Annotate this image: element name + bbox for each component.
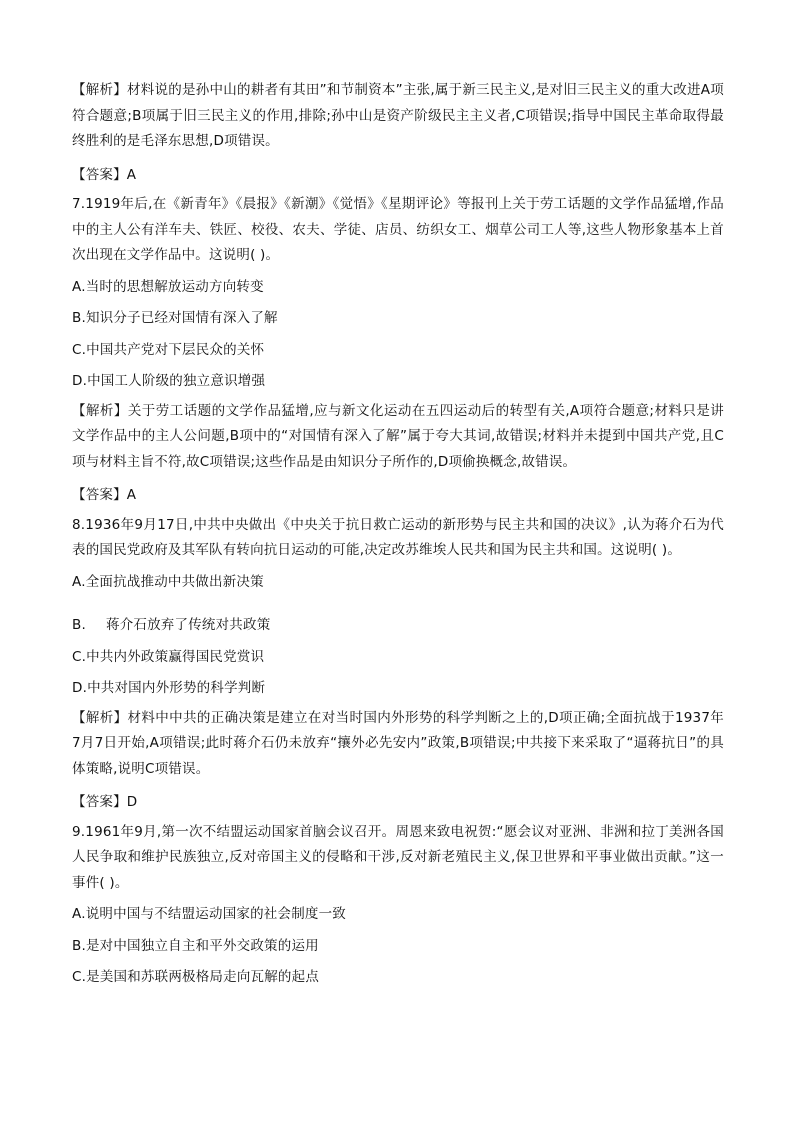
- q8-stem: 8.1936年9月17日,中共中央做出《中央关于抗日救亡运动的新形势与民主共和国的决议》,认为蒋介石为代表的国民党政府及其军队有转向抗日运动的可能,决定改苏维埃人民共和国为民主共和国。这说明( )。: [72, 516, 724, 558]
- q8-option-c: C.中共内外政策赢得国民党赏识: [72, 648, 265, 665]
- q9-option-a: A.说明中国与不结盟运动国家的社会制度一致: [72, 906, 346, 922]
- q7-option-d: D.中国工人阶级的独立意识增强: [72, 373, 266, 389]
- q6-analysis: 【解析】材料说的是孙中山的耕者有其田”和节制资本”主张,属于新三民主义,是对旧三民主义的重大改进A项符合题意;B项属于旧三民主义的作用,排除;孙中山是资产阶级民主主义者,C项错误;指导中国民主革命取得最终胜利的是毛泽东思想,D项错误。: [72, 82, 724, 149]
- q8-analysis: 【解析】材料中中共的正确决策是建立在对当时国内外形势的科学判断之上的,D项正确;全面抗战于1937年7月7日开始,A项错误;此时蒋介石仍未放弃“攘外必先安内”政策,B项错误;中共接下来采取了“逼蒋抗日”的具体策略,说明C项错误。: [72, 709, 724, 777]
- q9-option-b: B.是对中国独立自主和平外交政策的运用: [72, 937, 319, 954]
- q7-option-b: B.知识分子已经对国情有深入了解: [72, 310, 278, 326]
- q8-option-b-letter: B.: [72, 617, 86, 633]
- q8-option-b: [72, 613, 724, 639]
- q8-option-b-text: 蒋介石放弃了传统对共政策: [106, 617, 271, 633]
- q8-option-a: A.全面抗战推动中共做出新决策: [72, 573, 264, 590]
- q8-option-d: D.中共对国内外形势的科学判断: [72, 680, 266, 696]
- q7-stem: 7.1919年后,在《新青年》《晨报》《新潮》《觉悟》《星期评论》等报刊上关于劳工话题的文学作品猛增,作品中的主人公有洋车夫、铁匠、校役、农夫、学徒、店员、纺织女工、烟草公司工人等,这些人物形象基本上首次出现在文学作品中。这说明( )。: [72, 196, 724, 263]
- q9-option-c: C.是美国和苏联两极格局走向瓦解的起点: [72, 969, 320, 985]
- q7-option-a: A.当时的思想解放运动方向转变: [72, 278, 264, 295]
- q7-answer: 【答案】A: [72, 487, 137, 503]
- q7-analysis: 【解析】关于劳工话题的文学作品猛增,应与新文化运动在五四运动后的转型有关,A项符合题意;材料只是讲文学作品中的主人公问题,B项中的“对国情有深入了解”属于夸大其词,故错误;材料并未提到中国共产党,且C项与材料主旨不符,故C项错误;这些作品是由知识分子所作的,D项偷换概念,故错误。: [72, 402, 724, 470]
- q9-stem: 9.1961年9月,第一次不结盟运动国家首脑会议召开。周恩来致电祝贺:“愿会议对亚洲、非洲和拉丁美洲各国人民争取和维护民族独立,反对帝国主义的侵略和干涉,反对新老殖民主义,保卫世界和平事业做出贡献。”这一事件( )。: [72, 823, 724, 891]
- q7-option-c: C.中国共产党对下层民众的关怀: [72, 341, 265, 358]
- q6-answer: 【答案】A: [72, 166, 137, 183]
- q8-answer: 【答案】D: [72, 794, 138, 810]
